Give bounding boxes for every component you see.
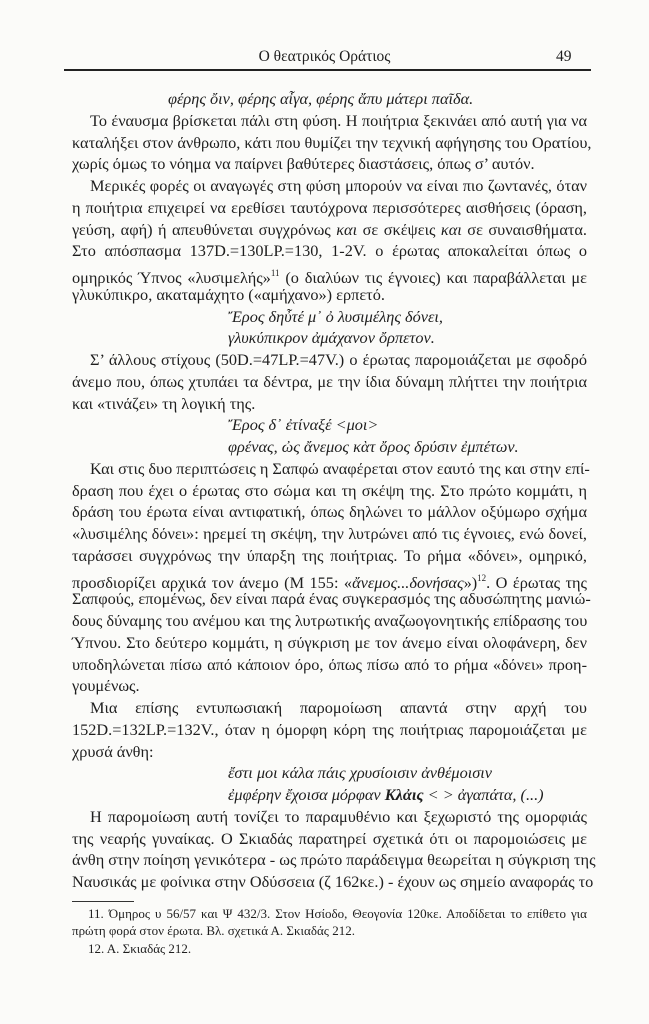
text-line (72, 285, 587, 305)
footnote-reference[interactable]: 11 (270, 268, 280, 278)
text-segment: δραση που έχει ο έρωτας στο σώμα και τη σκέψη της. Στο πρώτο κομμάτι, η (72, 480, 587, 500)
verse-line (228, 785, 544, 805)
text-segment: φέρης ὄιν, φέρης αἶγα, φέρης ἄπυ μάτερι παῖδα. (168, 89, 474, 108)
text-segment: ») (463, 572, 478, 592)
text-line (72, 829, 587, 849)
text-line (90, 176, 587, 196)
text-segment: Μια επίσης εντυπωσιακή παρομοίωση απαντά στην αρχή του (90, 698, 587, 717)
text-segment: ταράσσει συγχρόνως την ύπαρξη της ποιήτριας. Το ρήμα «δόνει», ομηρικό, (72, 545, 587, 565)
text-line (90, 111, 587, 131)
text-segment: . Ο έρωτας της (486, 572, 587, 592)
verse-line (228, 415, 378, 435)
text-line (90, 807, 587, 827)
text-segment: 152D.=132LP.=132V., όταν η όμορφη κόρη της ποιήτριας παρομοιάζεται με (72, 719, 587, 739)
text-segment: Ναυσικάς με φοίνικα στην Οδύσσεια (ζ 162κε.) - έχουν ως σημείο αναφοράς το (72, 872, 594, 891)
text-segment: γουμένως. (72, 676, 140, 696)
text-segment: φρένας, ὠς ἄνεμος κὰτ ὄρος δρύσιν ἐμπέτων. (228, 437, 519, 456)
text-segment: «λυσιμέλης δόνει»: ηρεμεί τη σκέψη, την λυτρώνει από τις έγνοιες, ενώ δονεί, (72, 524, 587, 543)
footnote-reference[interactable]: 12 (477, 572, 487, 583)
text-segment: γλυκύπικρον ἀμάχανον ὄρπετον. (228, 328, 435, 348)
running-header-title: Ο θεατρικός Οράτιος (258, 48, 391, 65)
text-segment: γεύση, αφή) ή απευθύνεται συγχρόνως (72, 219, 337, 239)
text-segment: σε σκέψεις (357, 219, 441, 239)
text-segment: (ο διαλύων τις έγνοιες) και παραβάλλεται με (279, 268, 587, 287)
text-line (90, 698, 587, 718)
text-line (72, 872, 594, 892)
footnote-12: 12. Α. Σκιαδάς 212. (88, 941, 192, 956)
text-line (72, 394, 587, 414)
text-segment: προσδιορίζει αρχικά τον άνεμο (Μ 155: « (72, 572, 353, 592)
text-line (72, 241, 587, 261)
footnote-11: 11. Όμηρος υ 56/57 και Ψ 432/3. Στον Ησίοδο, Θεογονία 120κε. Αποδίδεται το επίθετο για (88, 906, 587, 921)
text-segment: ἔστι μοι κάλα πάις χρυσίοισιν ἀνθέμοισιν (228, 763, 493, 783)
text-segment: ομηρικός Ύπνος «λυσιμελής» (72, 268, 271, 287)
text-segment: χρυσά άνθη: (72, 741, 154, 761)
text-line (72, 633, 587, 653)
text-line (72, 132, 592, 153)
text-segment: και «τινάζει» τη λογική της. (72, 393, 256, 413)
text-line (72, 720, 587, 740)
text-segment: Η παρομοίωση αυτή τονίζει το παραμυθένιο και ξεχωριστό της ομορφιάς (90, 806, 587, 826)
verse-line (228, 437, 519, 457)
text-line (72, 655, 587, 675)
text-segment: Ἔρος δηὖτέ μ᾿ ὀ λυσιμέλης δόνει, (228, 306, 443, 326)
verse-line (168, 89, 473, 109)
text-line (72, 524, 587, 544)
text-segment: < > ἀγαπάτα, (...) (423, 785, 544, 804)
text-line (90, 350, 587, 370)
text-line (72, 154, 587, 174)
text-segment: Ἔρος δ᾿ ἐτίναξέ <μοι> (228, 415, 379, 435)
text-segment: Ύπνου. Στο δεύτερο κομμάτι, η σύγκριση με τον άνεμο είναι ολοφάνερη, δεν (72, 632, 587, 652)
text-segment: της νεαρής γυναίκας. Ο Σκιαδάς παρατηρεί σχετικά ότι οι παρομοιώσεις με (72, 828, 587, 848)
text-line (72, 372, 587, 392)
text-segment: άνεμο που, όπως χτυπάει τα δέντρα, με την ίδια δύναμη πλήττει την ποιήτρια (72, 371, 587, 391)
text-line (72, 481, 587, 501)
text-segment: Κλἀις (384, 785, 424, 804)
text-segment: ἄνεμος...δονήσας (352, 572, 464, 592)
text-segment: ἐμφέρην ἔχοισα μόρφαν (228, 785, 385, 804)
page-number: 49 (556, 48, 572, 65)
verse-line (228, 307, 443, 327)
text-line (72, 676, 587, 696)
text-segment: Το έναυσμα βρίσκεται πάλι στη φύση. Η ποιήτρια ξεκινάει από αυτή για να (90, 110, 587, 130)
text-segment: Και στις δυο περιπτώσεις η Σαπφώ αναφέρεται στον εαυτό της και στην επί- (90, 458, 590, 478)
text-line (72, 589, 591, 609)
text-line (72, 220, 587, 240)
text-segment: καταλήξει στον άνθρωπο, κάτι που θυμίζει την τεχνική αφήγησης του Ορατίου, (72, 132, 592, 152)
text-segment: Μερικές φορές οι αναγωγές στη φύση μπορούν να είναι πιο ζωντανές, όταν (90, 176, 587, 195)
text-segment: η ποιήτρια επιχειρεί να ερεθίσει ταυτόχρονα περισσότερες αισθήσεις (όραση, (72, 197, 587, 217)
text-line (72, 546, 587, 566)
text-segment: δους δύναμης του ανέμου και της λυτρωτικής αναζωογονητικής επίδρασης του (72, 611, 588, 630)
text-line (72, 198, 587, 218)
text-segment: γλυκύπικρο, ακαταμάχητο («αμήχανο») ερπετό. (72, 284, 385, 304)
verse-line (228, 328, 435, 348)
text-segment: σε συναισθήματα. (461, 219, 587, 239)
text-line (72, 742, 587, 762)
footnote-11-continued: πρώτη φορά στον έρωτα. Βλ. σχετικά Α. Σκιαδάς 212. (72, 923, 355, 938)
text-segment: και (440, 219, 462, 239)
text-line (72, 611, 587, 631)
text-segment: δράση του έρωτα είναι αντιφατική, όπως δηλώνει το μάλλον οξύμωρο σχήμα (72, 502, 587, 522)
text-segment: Σ’ άλλους στίχους (50D.=47LP.=47V.) ο έρωτας παρομοιάζεται με σφοδρό (90, 350, 587, 369)
text-segment: χωρίς όμως το νόημα να παίρνει βαθύτερες διαστάσεις, όπως σ’ αυτόν. (72, 154, 535, 174)
text-segment: και (336, 219, 358, 239)
footnote-separator (72, 901, 134, 902)
verse-line (228, 763, 492, 783)
header-rule (64, 69, 591, 71)
text-segment: Σαπφούς, επομένως, δεν είναι παρά ένας συγκερασμός της αδυσώπητης μανιώ- (72, 589, 591, 609)
text-segment: άνθη στην ποίηση γενικότερα - ως πρώτο παράδειγμα θεωρείται η σύγκριση της (72, 850, 596, 870)
text-line (72, 502, 587, 522)
text-segment: Στο απόσπασμα 137D.=130LP.=130, 1-2V. ο έρωτας αποκαλείται όπως ο (72, 241, 587, 261)
text-segment: υποδηλώνεται πίσω από κάποιον όρο, όπως πίσω από το ρήμα «δόνει» προη- (72, 654, 587, 674)
text-line (72, 850, 596, 870)
text-line (90, 458, 590, 479)
